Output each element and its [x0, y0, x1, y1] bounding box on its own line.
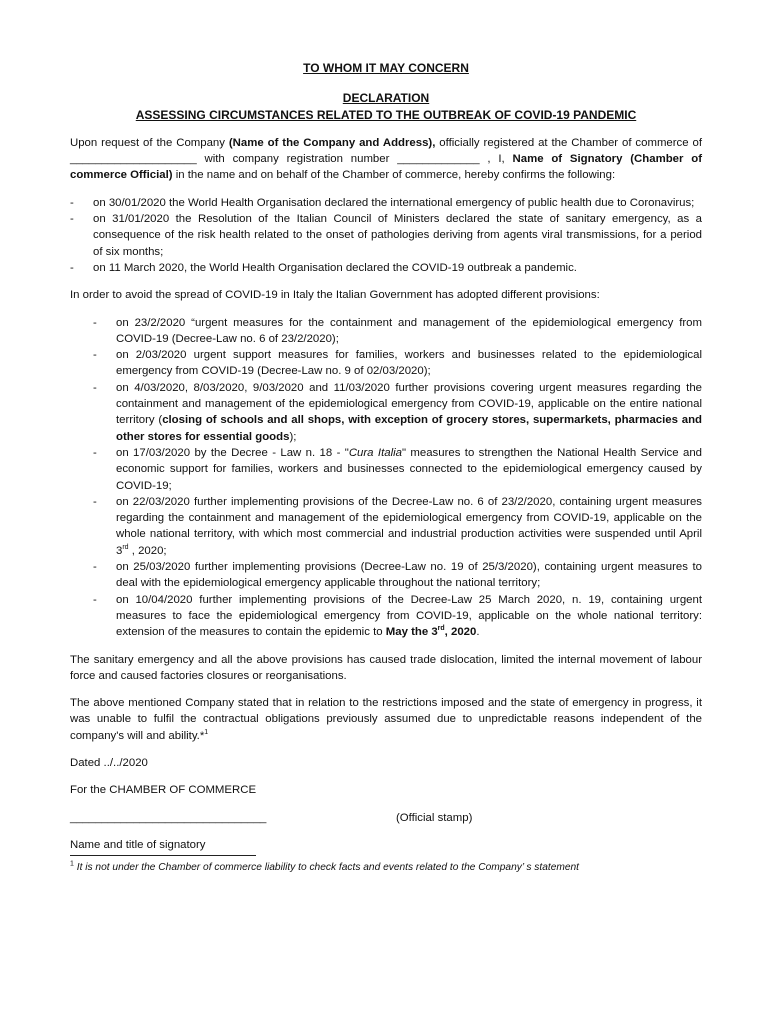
bold-text: closing of schools and all shops, with exception of grocery stores, supermarkets, pharmacies and other stores for essential goods — [116, 414, 702, 443]
list-item — [70, 260, 702, 276]
list-item — [70, 592, 702, 641]
facts-list — [70, 195, 702, 276]
footnote-text: It is not under the Chamber of commerce liability to check facts and events related to the Company’ s statement — [76, 861, 580, 873]
bold-text: , 2020 — [444, 626, 477, 639]
dash-bullet: - — [70, 261, 74, 274]
list-item-text: on 4/03/2020, 8/03/2020, 9/03/2020 and 11/03/2020 further provisions covering urgent measures regarding the containment and management of the epidemiological emergency from COVID-19, applicable on the entire national territory ( — [116, 381, 702, 427]
list-item-text: on 17/03/2020 by the Decree - Law n. 18 - " — [116, 446, 349, 459]
dash-bullet: - — [70, 213, 74, 226]
footnote-number: 1 — [70, 860, 74, 868]
dash-bullet: - — [93, 495, 97, 508]
intro-paragraph — [70, 135, 702, 184]
declaration-document — [70, 60, 702, 876]
list-item-text: on 30/01/2020 the World Health Organisation declared the international emergency of public health due to Coronavirus; — [93, 196, 695, 209]
chamber-line: For the CHAMBER OF COMMERCE — [70, 784, 257, 797]
list-item-text: on 31/01/2020 the Resolution of the Italian Council of Ministers declared the state of sanitary emergency, as a consequence of the risk health related to the onset of pathologies deriving from agents viral transmissions, for a period of six months; — [93, 213, 702, 258]
dash-bullet: - — [70, 196, 74, 209]
declaration-heading: DECLARATION — [342, 91, 430, 106]
document-title: TO WHOM IT MAY CONCERN — [303, 61, 469, 75]
list-item — [70, 494, 702, 559]
list-item-text: on 25/03/2020 further implementing provisions (Decree-Law no. 19 of 25/3/2020), containing urgent measures to deal with the epidemiological emergency applicable throughout the national territory; — [116, 561, 702, 590]
official-stamp-label: (Official stamp) — [396, 811, 473, 824]
footnote-reference: 1 — [204, 728, 209, 736]
list-item — [70, 380, 702, 445]
footnote-divider — [70, 855, 256, 856]
superscript: rd — [122, 543, 129, 551]
italic-text: Cura Italia — [348, 446, 402, 459]
dash-bullet: - — [93, 446, 97, 459]
signatory-placeholder: Name of Signatory (Chamber of commerce Official) — [70, 153, 702, 182]
list-item-text: on 22/03/2020 further implementing provisions of the Decree-Law no. 6 of 23/2/2020, containing urgent measures regarding the containment and management of the epidemiological emergency from COVID-19, applicable on the whole national territory, with which most commercial and industrial production activities were suspended until April 3 — [116, 495, 702, 557]
dash-bullet: - — [93, 349, 97, 362]
provisions-intro: In order to avoid the spread of COVID-19 in Italy the Italian Government has adopted different provisions: — [70, 289, 600, 302]
intro-text: officially registered at the Chamber of commerce of ____________________ with company registration number _____________ , I, — [70, 136, 703, 166]
declaration-subheading: ASSESSING CIRCUMSTANCES RELATED TO THE OUTBREAK OF COVID-19 PANDEMIC — [135, 107, 637, 122]
list-item-text: on 10/04/2020 further implementing provisions of the Decree-Law 25 March 2020, n. 19, containing urgent measures to face the epidemiological emergency from COVID-19, applicable on the whole national territory: extension of the measures to contain the epidemic to — [116, 593, 702, 639]
list-item — [70, 211, 702, 260]
footnote — [70, 860, 702, 876]
provisions-list — [70, 315, 702, 641]
list-item — [70, 195, 702, 211]
statement-text: The above mentioned Company stated that in relation to the restrictions imposed and the state of emergency in progress, it was unable to fulfil the contractual obligations previously assumed due to unpredictable reasons independent of the company's will and ability.* — [70, 697, 702, 742]
consequences-paragraph: The sanitary emergency and all the above provisions has caused trade dislocation, limited the internal movement of labour force and caused factories closures or reorganisations. — [70, 653, 702, 682]
company-placeholder: (Name of the Company and Address), — [228, 136, 436, 149]
superscript: rd — [437, 625, 445, 633]
list-item — [70, 445, 702, 494]
list-item-text: , 2020; — [128, 544, 167, 557]
list-item-text: on 23/2/2020 “urgent measures for the containment and management of the epidemiological emergency from COVID-19 (Decree-Law no. 6 of 23/2/2020); — [116, 316, 702, 345]
list-item-text: " measures to strengthen the National Health Service and economic support for families, workers and businesses connected to the epidemiological emergency caused by COVID-19; — [116, 446, 702, 492]
signature-row — [70, 810, 702, 826]
dated-line: Dated ../../2020 — [70, 756, 148, 769]
list-item-text: on 11 March 2020, the World Health Organisation declared the COVID-19 outbreak a pandemic. — [93, 261, 577, 274]
list-item — [70, 315, 702, 348]
intro-text: Upon request of the Company — [70, 136, 229, 149]
dash-bullet: - — [93, 316, 97, 329]
signatory-name-line: Name and title of signatory — [70, 838, 206, 851]
list-item-text: ); — [289, 430, 297, 443]
dash-bullet: - — [93, 561, 97, 574]
list-item — [70, 559, 702, 592]
signature-line: _______________________________ — [70, 811, 267, 824]
bold-date — [385, 625, 480, 639]
intro-text: in the name and on behalf of the Chamber of commerce, hereby confirms the following: — [172, 169, 616, 182]
company-statement-paragraph — [70, 695, 702, 744]
list-item-text: on 2/03/2020 urgent support measures for families, workers and businesses related to the epidemiological emergency from COVID-19 (Decree-Law no. 9 of 02/03/2020); — [116, 349, 702, 378]
dash-bullet: - — [93, 593, 97, 606]
list-item-text: . — [476, 626, 480, 639]
list-item — [70, 347, 702, 380]
bold-text: May the 3 — [385, 626, 438, 639]
dash-bullet: - — [93, 381, 97, 394]
